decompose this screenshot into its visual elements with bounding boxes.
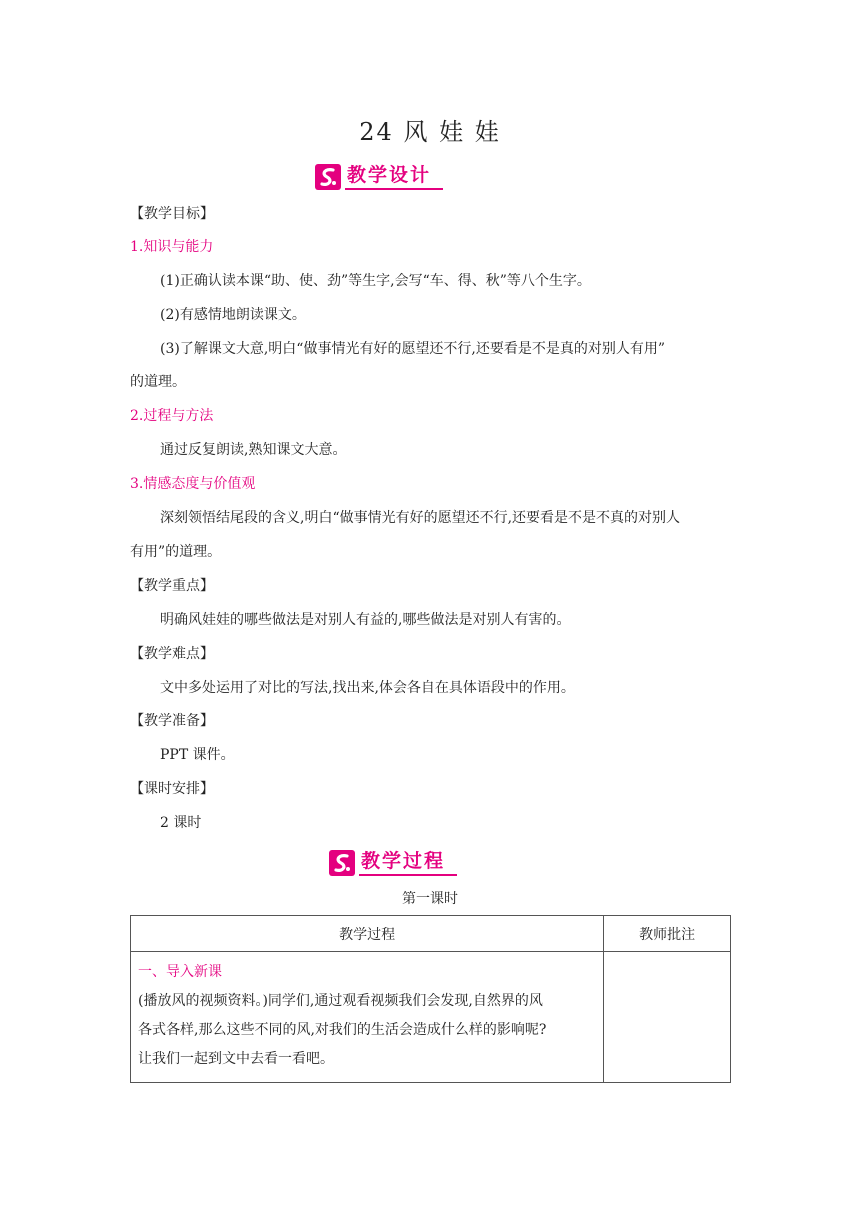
objective-1-title: 1.知识与能力 [130, 239, 214, 255]
banner-teaching-design [315, 160, 443, 190]
objective-1-item-cont: 的道理。 [130, 374, 186, 390]
banner-label: 教学过程 [359, 849, 457, 876]
objective-3-title: 3.情感态度与价值观 [130, 476, 256, 492]
column-header-notes: 教师批注 [604, 916, 731, 952]
schedule-text: 2 课时 [160, 815, 202, 831]
banner-teaching-process [329, 846, 457, 876]
banner-label: 教学设计 [345, 163, 443, 190]
teacher-notes-cell [604, 952, 731, 1083]
table-row [131, 952, 731, 1083]
objective-2-text: 通过反复朗读,熟知课文大意。 [160, 442, 347, 458]
page-title: 24 风 娃 娃 [359, 118, 501, 146]
section-logo-icon [315, 164, 341, 190]
key-points-heading: 【教学重点】 [130, 578, 214, 594]
process-line: 让我们一起到文中去看一看吧。 [138, 1051, 334, 1067]
preparation-text: PPT 课件。 [160, 747, 235, 763]
table-header-row [131, 916, 731, 952]
objectives-heading: 【教学目标】 [130, 206, 214, 222]
objective-1-item: (1)正确认读本课“助、使、劲”等生字,会写“车、得、秋”等八个生字。 [160, 273, 591, 289]
preparation-heading: 【教学准备】 [130, 713, 214, 729]
objective-1-item: (2)有感情地朗读课文。 [160, 307, 306, 323]
process-cell [131, 952, 604, 1083]
objective-1-item: (3)了解课文大意,明白“做事情光有好的愿望还不行,还要看是不是真的对别人有用” [160, 341, 666, 357]
key-points-text: 明确风娃娃的哪些做法是对别人有益的,哪些做法是对别人有害的。 [160, 612, 571, 628]
objective-3-text: 深刻领悟结尾段的含义,明白“做事情光有好的愿望还不行,还要看是不是不真的对别人 [160, 510, 681, 526]
difficulties-heading: 【教学难点】 [130, 646, 214, 662]
process-line: (播放风的视频资料。)同学们,通过观看视频我们会发现,自然界的风 [138, 993, 543, 1009]
objective-2-title: 2.过程与方法 [130, 408, 214, 424]
process-line: 各式各样,那么这些不同的风,对我们的生活会造成什么样的影响呢? [138, 1022, 547, 1038]
lesson-title: 第一课时 [402, 891, 458, 907]
process-table [130, 915, 731, 1083]
section-logo-icon [329, 850, 355, 876]
section-title: 一、导入新课 [138, 964, 222, 980]
column-header-process: 教学过程 [131, 916, 604, 952]
schedule-heading: 【课时安排】 [130, 781, 214, 797]
difficulties-text: 文中多处运用了对比的写法,找出来,体会各自在具体语段中的作用。 [160, 680, 575, 696]
objective-3-text-cont: 有用”的道理。 [130, 544, 222, 560]
